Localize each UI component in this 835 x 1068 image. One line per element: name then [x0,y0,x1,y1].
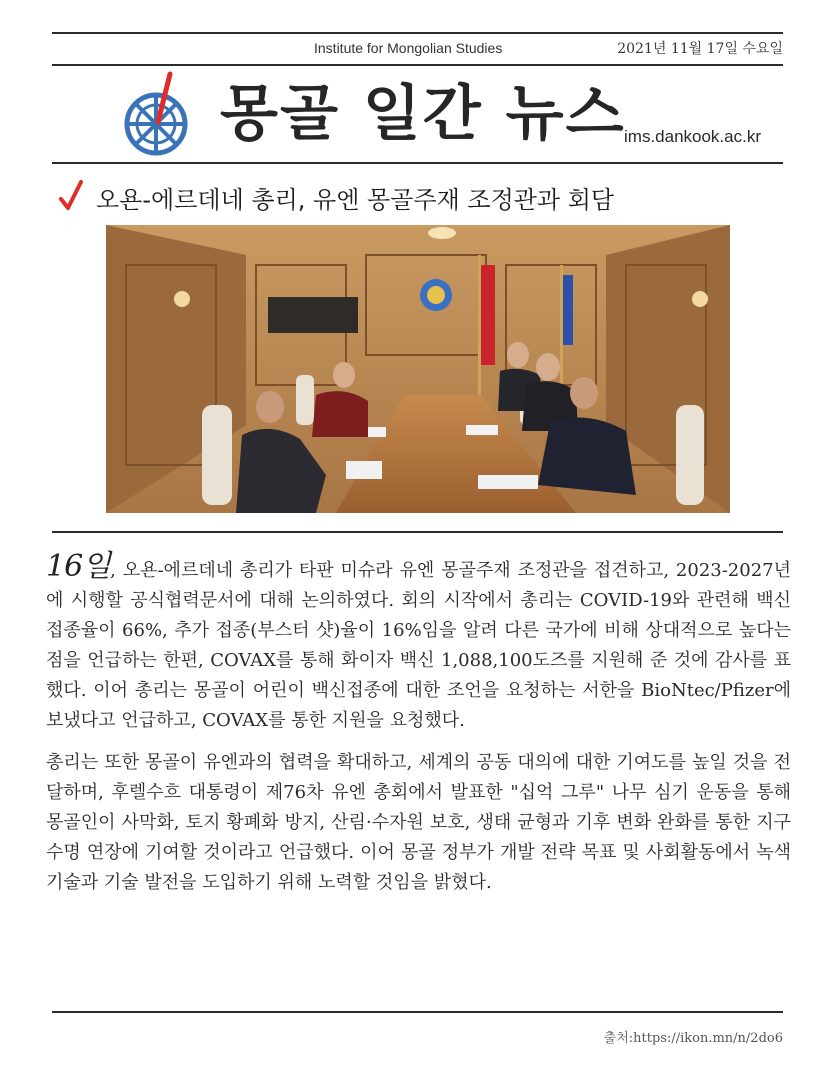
paragraph-1 [46,549,791,736]
masthead-title: 몽골 일간 뉴스 [220,79,626,149]
meeting-photo [106,225,730,513]
paragraph-1-text: , 오욘-에르데네 총리가 타판 미슈라 유엔 몽골주재 조정관을 접견하고, 2023-2027년에 시행할 공식협력문서에 대해 논의하였다. 회의 시작에서 총리는 COVID-19와 관련해 백신 접종율이 66%, 추가 접종(부스터 샷)율이 16%임을 알려 다른 국가에 비해 상대적으로 높다는 점을 언급하는 한편, COVAX를 통해 화이자 백신 1,088,100도즈를 지원해 준 것에 감사를 표했다. 이어 총리는 몽골이 어린이 백신접종에 대한 조언을 요청하는 서한을 BioNtec/Pfizer에 보냈다고 언급하고, COVAX를 통한 지원을 요청했다. [46,560,791,731]
source-label: 출처: [603,1031,634,1046]
source-link[interactable]: https://ikon.mn/n/2do6 [633,1031,783,1046]
header-rule [52,64,783,66]
checkmark-icon [58,178,84,214]
paragraph-2: 총리는 또한 몽골이 유엔과의 협력을 확대하고, 세계의 공동 대의에 대한 기여도를 높일 것을 전달하며, 후렐수흐 대통령이 제76차 유엔 총회에서 발표한 "십억 그루" 나무 심기 운동을 통해 몽골인이 사막화, 토지 황폐화 방지, 산림·수자원 보호, 생태 균형과 기후 변화 완화를 통한 지구 수명 연장에 기여할 것이라고 언급했다. 이어 몽골 정부가 개발 전략 목표 및 사회활동에서 녹색 기술과 기술 발전을 도입하기 위해 노력할 것임을 밝혔다. [46,752,791,893]
source-line [604,1027,783,1046]
photo-rule [52,531,783,533]
header-topline [52,38,783,60]
issue-date: 2021년 11월 17일 수요일 [617,41,783,57]
footer-rule [52,1011,783,1013]
site-url[interactable]: ims.dankook.ac.kr [624,127,761,146]
article-body [46,549,791,910]
day-lead: 16일 [46,549,111,584]
institute-name: Institute for Mongolian Studies [314,40,503,56]
masthead-rule [52,162,783,164]
wheel-logo-icon [120,70,196,158]
article-headline: 오욘-에르데네 총리, 유엔 몽골주재 조정관과 회담 [96,186,615,214]
top-rule [52,32,783,34]
